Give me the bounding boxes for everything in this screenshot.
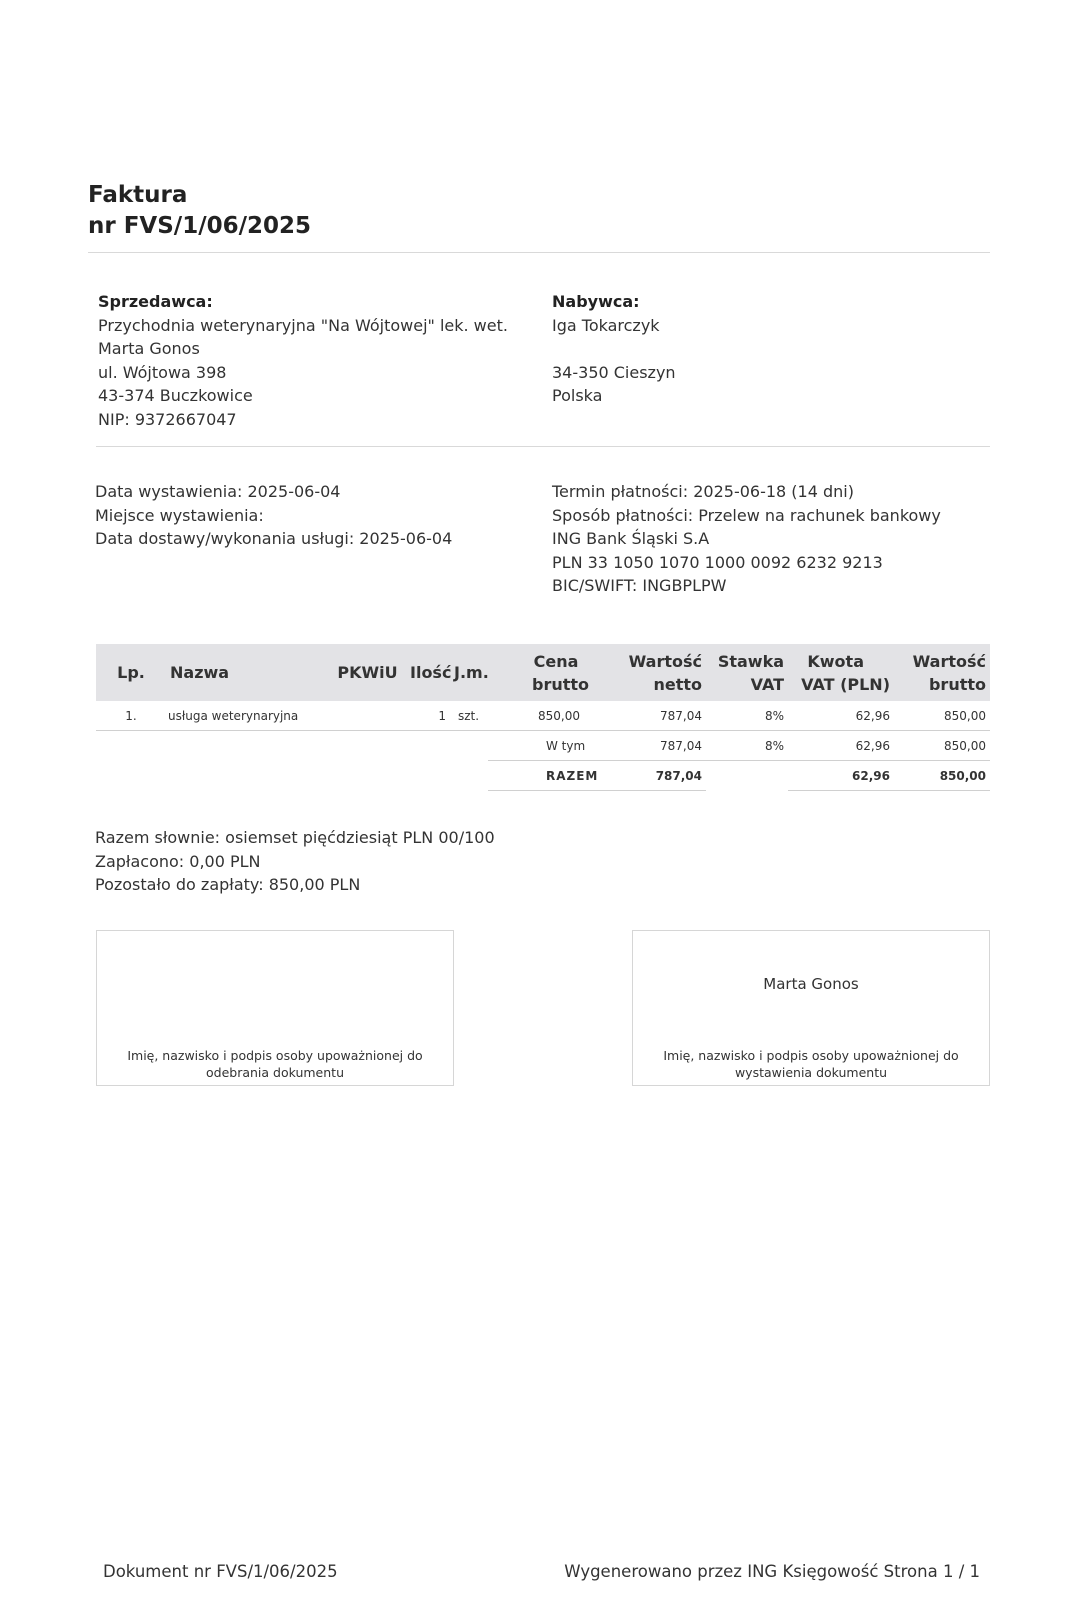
razem-rate-empty [706,761,788,791]
col-vat-line2: VAT (PLN) [801,674,890,694]
divider-middle [96,446,990,447]
col-rate [706,644,788,701]
seller-nip: NIP: 9372667047 [98,409,237,429]
row-qty: 1 [406,701,450,731]
invoice-number: nr FVS/1/06/2025 [88,213,312,239]
col-price-line1: Cena [533,651,579,671]
table-row [96,701,990,731]
seller-line: Marta Gonos [98,339,200,358]
row-net: 787,04 [598,701,706,731]
issuer-signature-caption [643,1047,979,1081]
summary-row-wtym [96,731,990,761]
totals-block [95,826,495,897]
dates-block [95,480,452,551]
col-price-line2: brutto [532,674,590,694]
row-price: 850,00 [488,701,598,731]
wtym-gross: 850,00 [894,731,990,761]
col-lp: Lp. [96,644,166,701]
payment-block [552,480,941,598]
amount-remaining: Pozostało do zapłaty: 850,00 PLN [95,875,361,894]
razem-vat: 62,96 [788,761,894,791]
col-vat-line1: Kwota [807,651,864,671]
issuer-caption-line1: Imię, nazwisko i podpis osoby upoważnionej do [663,1048,959,1063]
buyer-heading: Nabywca: [552,292,640,311]
razem-net: 787,04 [598,761,706,791]
razem-gross: 850,00 [894,761,990,791]
row-gross: 850,00 [894,701,990,731]
col-gross-line1: Wartość [912,651,986,671]
issue-place: Miejsce wystawienia: [95,505,264,525]
issuer-name: Marta Gonos [763,975,859,993]
signature-box-receiver [96,930,454,1086]
seller-heading: Sprzedawca: [98,292,213,311]
row-rate: 8% [706,701,788,731]
amount-in-words: Razem słownie: osiemset pięćdziesiąt PLN 00/100 [95,828,495,847]
col-pkwiu: PKWiU [329,644,406,701]
col-rate-line1: Stawka [717,651,784,671]
seller-line: ul. Wójtowa 398 [98,362,227,382]
col-name: Nazwa [166,644,329,701]
divider-top [88,252,990,253]
issuer-caption-line2: wystawienia dokumentu [734,1065,888,1080]
receiver-caption-line1: Imię, nazwisko i podpis osoby upoważnionej do [127,1048,423,1063]
razem-label: RAZEM [488,761,598,791]
footer-generated-by: Wygenerowano przez ING Księgowość Strona 1 / 1 [564,1562,980,1581]
signature-box-issuer [632,930,990,1086]
receiver-signature-caption [107,1047,443,1081]
footer-document-number: Dokument nr FVS/1/06/2025 [103,1562,338,1581]
summary-row-razem [96,761,990,791]
col-net-line2: netto [653,674,702,694]
row-lp: 1. [96,701,166,731]
amount-paid: Zapłacono: 0,00 PLN [95,851,261,871]
col-price [488,644,598,701]
col-gross [894,644,990,701]
row-unit: szt. [450,701,488,731]
col-vat [788,644,894,701]
bank-name: ING Bank Śląski S.A [552,529,710,548]
issue-date: Data wystawienia: 2025-06-04 [95,482,341,501]
row-name: usługa weterynaryjna [166,701,329,731]
buyer-name: Iga Tokarczyk [552,315,660,335]
seller-line: Przychodnia weterynaryjna "Na Wójtowej" lek. wet. [98,315,508,335]
payment-term: Termin płatności: 2025-06-18 (14 dni) [552,482,854,501]
col-net [598,644,706,701]
items-table [96,644,990,791]
buyer-country: Polska [552,386,603,405]
wtym-rate: 8% [706,731,788,761]
seller-block [98,290,508,431]
col-qty: Ilość [406,644,450,701]
wtym-label: W tym [488,731,598,761]
col-gross-line2: brutto [928,674,986,694]
receiver-caption-line2: odebrania dokumentu [205,1065,344,1080]
payment-method: Sposób płatności: Przelew na rachunek bankowy [552,505,941,525]
row-pkwiu [329,701,406,731]
bank-account: PLN 33 1050 1070 1000 0092 6232 9213 [552,552,883,572]
bic-swift: BIC/SWIFT: INGBPLPW [552,576,727,595]
col-rate-line2: VAT [750,674,784,694]
wtym-net: 787,04 [598,731,706,761]
buyer-city: 34-350 Cieszyn [552,362,676,382]
col-net-line1: Wartość [628,651,702,671]
buyer-block [552,290,676,408]
delivery-date: Data dostawy/wykonania usługi: 2025-06-04 [95,529,453,548]
wtym-vat: 62,96 [788,731,894,761]
table-header-row [96,644,990,701]
invoice-title [88,180,311,242]
invoice-title-line1: Faktura [88,182,188,208]
col-unit: J.m. [450,644,488,701]
row-vat: 62,96 [788,701,894,731]
seller-line: 43-374 Buczkowice [98,386,253,405]
